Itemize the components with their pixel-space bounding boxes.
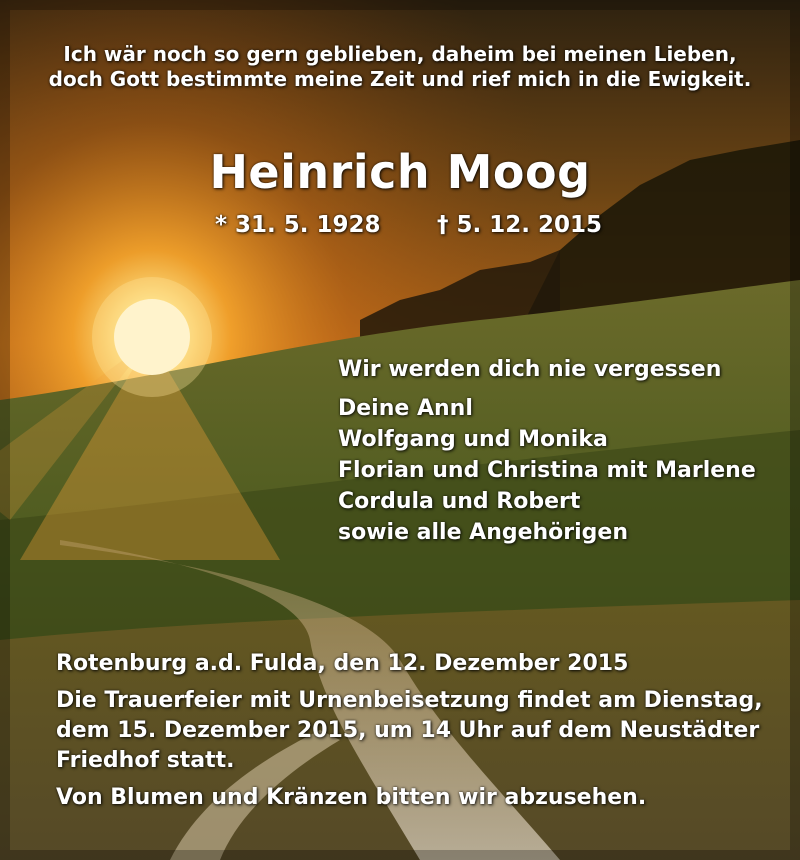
family-block: [338, 354, 756, 548]
mourner-name: Deine Annl: [338, 396, 473, 421]
family-motto: Wir werden dich nie vergessen: [338, 357, 722, 382]
ceremony-line: dem 15. Dezember 2015, um 14 Uhr auf dem Neustädter: [56, 718, 760, 743]
death-date: † 5. 12. 2015: [437, 212, 603, 238]
ceremony-line: Friedhof statt.: [56, 748, 235, 773]
ceremony-line: Die Trauerfeier mit Urnenbeisetzung findet am Dienstag,: [56, 688, 763, 713]
deceased-name: Heinrich Moog: [209, 145, 591, 199]
ceremony-info: [56, 649, 763, 813]
verse-line-1: Ich wär noch so gern geblieben, daheim bei meinen Lieben,: [63, 42, 737, 66]
mourner-name: Cordula und Robert: [338, 489, 581, 514]
mourner-name: Florian und Christina mit Marlene: [338, 458, 756, 483]
place-date: Rotenburg a.d. Fulda, den 12. Dezember 2015: [56, 651, 629, 676]
birth-date: * 31. 5. 1928: [215, 212, 381, 238]
closing-note: Von Blumen und Kränzen bitten wir abzusehen.: [56, 785, 647, 810]
verse-line-2: doch Gott bestimmte meine Zeit und rief mich in die Ewigkeit.: [48, 67, 752, 91]
mourner-name: sowie alle Angehörigen: [338, 520, 629, 545]
mourner-name: Wolfgang und Monika: [338, 427, 608, 452]
memorial-verse: [0, 42, 800, 92]
